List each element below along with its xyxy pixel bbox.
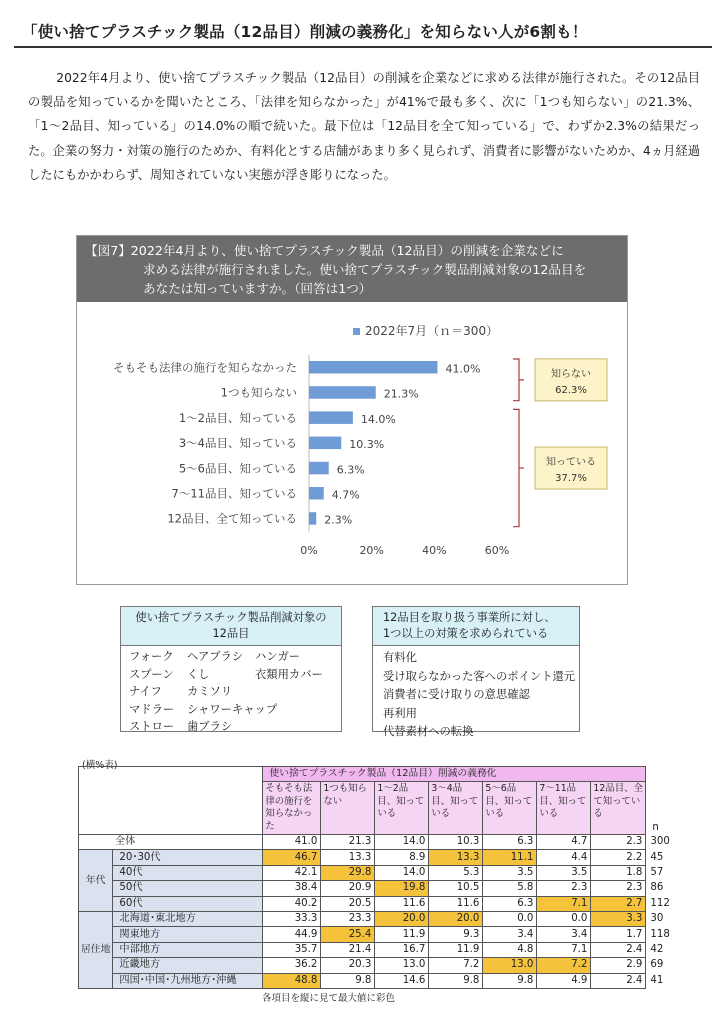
table-cell: 2.3 <box>591 881 646 896</box>
table-cell: 36.2 <box>263 958 321 973</box>
table-n-cell: 112 <box>650 897 670 909</box>
table-cell: 4.8 <box>483 942 537 957</box>
table-row-label: 中部地方 <box>113 942 263 957</box>
table-row-label: 関東地方 <box>113 927 263 942</box>
table-column-header: そもそも法律の施行を知らなかった <box>263 782 321 835</box>
table-group-label: 居住地 <box>79 911 113 988</box>
value-label: 4.7% <box>331 488 360 502</box>
target-item: ナイフ <box>129 685 162 698</box>
figure-title-line2: 求める法律が施行されました。使い捨てプラスチック製品削減対象の12品目を <box>143 262 587 277</box>
table-cell: 29.8 <box>321 865 375 880</box>
table-cell: 20.0 <box>375 911 429 926</box>
target-item: 衣類用カバー <box>255 667 323 681</box>
table-n-header: n <box>652 821 659 833</box>
table-row <box>79 881 676 896</box>
table-cell: 20.5 <box>321 896 375 911</box>
target-item <box>255 701 345 719</box>
table-row-label: 50代 <box>113 881 263 896</box>
table-cell: 11.6 <box>375 896 429 911</box>
table-column-header: 1つも知らない <box>321 782 375 835</box>
measure-item: 代替素材への転換 <box>383 725 474 739</box>
table-cell: 2.3 <box>591 835 646 850</box>
target-item: ストロー <box>129 720 175 733</box>
table-row <box>79 865 676 880</box>
target-item: 歯ブラシ <box>187 720 233 733</box>
table-group-label: 年代 <box>79 850 113 912</box>
table-n-spacer <box>646 767 676 782</box>
value-label: 14.0% <box>360 412 396 426</box>
x-tick-label: 0% <box>300 544 318 557</box>
table-cell: 20.0 <box>429 911 483 926</box>
table-cell: 9.8 <box>483 973 537 988</box>
table-cell: 8.9 <box>375 850 429 865</box>
table-corner <box>79 767 263 835</box>
bar <box>309 512 316 525</box>
figure-title <box>77 236 627 302</box>
table-cell: 5.8 <box>483 881 537 896</box>
table-cell: 11.6 <box>429 896 483 911</box>
table-cell: 2.2 <box>591 850 646 865</box>
table-cell: 9.8 <box>321 973 375 988</box>
target-items-header: 使い捨てプラスチック製品削減対象の 12品目 <box>121 607 341 646</box>
cross-table <box>78 766 676 989</box>
table-row <box>79 927 676 942</box>
target-item: くし <box>187 667 210 681</box>
table-column-header: 7～11品目、知っている <box>537 782 591 835</box>
table-cell: 6.3 <box>483 835 537 850</box>
annotation-bracket <box>513 409 524 526</box>
table-cell: 46.7 <box>263 850 321 865</box>
table-cell: 10.5 <box>429 881 483 896</box>
measures-box <box>372 606 580 739</box>
table-cell: 9.8 <box>429 973 483 988</box>
annotation-bracket <box>513 359 524 401</box>
table-cell: 14.6 <box>375 973 429 988</box>
x-tick-label: 40% <box>422 544 447 557</box>
table-row <box>79 896 676 911</box>
target-item <box>255 683 345 701</box>
table-cell: 10.3 <box>429 835 483 850</box>
target-item: カミソリ <box>187 685 233 698</box>
table-cell: 2.9 <box>591 958 646 973</box>
measure-item: 消費者に受け取りの意思確認 <box>383 688 530 702</box>
target-item: ハンガー <box>255 650 301 663</box>
table-label: (横%表) <box>82 760 118 771</box>
table-n-cell: 30 <box>650 913 664 925</box>
table-cell: 1.8 <box>591 865 646 880</box>
value-label: 21.3% <box>383 387 419 401</box>
x-tick-label: 20% <box>359 544 384 557</box>
table-cell: 3.5 <box>537 865 591 880</box>
legend-swatch <box>353 328 360 335</box>
target-item: ヘアブラシ <box>187 650 244 663</box>
table-cell: 11.9 <box>375 927 429 942</box>
table-cell: 13.0 <box>375 958 429 973</box>
table-n-cell: 45 <box>650 851 664 863</box>
table-cell: 11.1 <box>483 850 537 865</box>
table-cell: 4.7 <box>537 835 591 850</box>
target-item: スプーン <box>129 667 174 681</box>
table-row-label: 40代 <box>113 865 263 880</box>
annotation-label: 知らない <box>551 368 591 380</box>
table-cell: 9.3 <box>429 927 483 942</box>
table-cell: 3.4 <box>537 927 591 942</box>
table-cell: 2.7 <box>591 896 646 911</box>
table-cell: 3.5 <box>483 865 537 880</box>
category-label: 3～4品目、知っている <box>178 436 297 451</box>
bar <box>309 386 376 399</box>
table-cell: 4.9 <box>537 973 591 988</box>
table-cell: 38.4 <box>263 881 321 896</box>
target-item: フォーク <box>129 650 174 663</box>
table-cell: 4.4 <box>537 850 591 865</box>
bar-chart <box>77 302 627 584</box>
target-item: シャワーキャップ <box>187 702 278 716</box>
table-cell: 25.4 <box>321 927 375 942</box>
annotation-value: 37.7% <box>555 473 587 485</box>
table-cell: 14.0 <box>375 835 429 850</box>
table-row-label: 60代 <box>113 896 263 911</box>
table-cell: 21.3 <box>321 835 375 850</box>
figure-box <box>76 235 628 585</box>
table-n-cell: 57 <box>650 866 664 878</box>
table-column-header: 5～6品目、知っている <box>483 782 537 835</box>
bar <box>309 411 353 424</box>
table-cell: 41.0 <box>263 835 321 850</box>
table-row <box>79 911 676 926</box>
table-cell: 0.0 <box>483 911 537 926</box>
category-label: 12品目、全て知っている <box>167 511 297 526</box>
table-cell: 0.0 <box>537 911 591 926</box>
table-cell: 14.0 <box>375 865 429 880</box>
table-row <box>79 942 676 957</box>
annotation-value: 62.3% <box>555 384 587 396</box>
table-cell: 16.7 <box>375 942 429 957</box>
table-n-cell: 300 <box>650 836 670 848</box>
bar <box>309 487 324 500</box>
annotation-label: 知っている <box>546 457 596 469</box>
table-cell: 7.2 <box>429 958 483 973</box>
table-banner: 使い捨てプラスチック製品（12品目）削減の義務化 <box>263 767 646 782</box>
category-label: 1つも知らない <box>220 385 297 400</box>
table-cell: 7.1 <box>537 942 591 957</box>
measure-item: 有料化 <box>383 651 417 664</box>
x-tick-label: 60% <box>484 544 510 557</box>
table-cell: 11.9 <box>429 942 483 957</box>
table-n-cell: 42 <box>650 943 664 955</box>
table-n-cell: 86 <box>650 882 664 894</box>
table-cell: 35.7 <box>263 942 321 957</box>
bar <box>309 462 329 475</box>
table-cell: 2.3 <box>537 881 591 896</box>
table-cell: 23.3 <box>321 911 375 926</box>
table-row <box>79 835 676 850</box>
table-cell: 20.9 <box>321 881 375 896</box>
table-cell: 2.4 <box>591 973 646 988</box>
table-cell: 7.2 <box>537 958 591 973</box>
table-row <box>79 973 676 988</box>
table-cell: 19.8 <box>375 881 429 896</box>
table-cell: 3.3 <box>591 911 646 926</box>
table-row-label: 四国･中国･九州地方･沖縄 <box>113 973 263 988</box>
figure-title-line3: あなたは知っていますか。（回答は1つ） <box>143 281 372 296</box>
table-column-header: 1～2品目、知っている <box>375 782 429 835</box>
table-cell: 5.3 <box>429 865 483 880</box>
value-label: 2.3% <box>324 513 353 527</box>
figure-title-line1: 【図7】2022年4月より、使い捨てプラスチック製品（12品目）の削減を企業などに <box>85 243 564 258</box>
table-cell: 42.1 <box>263 865 321 880</box>
category-label: そもそも法律の施行を知らなかった <box>113 360 297 375</box>
table-cell: 48.8 <box>263 973 321 988</box>
table-cell: 13.0 <box>483 958 537 973</box>
measure-item: 受け取らなかった客へのポイント還元 <box>383 669 576 683</box>
bar <box>309 361 437 374</box>
table-row-label: 20･30代 <box>113 850 263 865</box>
table-n-cell: 41 <box>650 974 664 986</box>
table-row <box>79 958 676 973</box>
table-row-label: 全体 <box>79 835 263 850</box>
category-label: 7～11品目、知っている <box>171 486 297 501</box>
measure-item: 再利用 <box>383 706 417 720</box>
table-column-header: 12品目、全て知っている <box>591 782 646 835</box>
table-n-cell: 118 <box>650 928 670 940</box>
table-row-label: 近畿地方 <box>113 958 263 973</box>
table-banner-row <box>79 767 676 782</box>
table-column-header: 3～4品目、知っている <box>429 782 483 835</box>
table-cell: 44.9 <box>263 927 321 942</box>
legend-label: 2022年7月（ｎ＝300） <box>365 324 499 338</box>
table-cell: 21.4 <box>321 942 375 957</box>
value-label: 10.3% <box>349 438 385 452</box>
table-row-label: 北海道･東北地方 <box>113 911 263 926</box>
value-label: 6.3% <box>336 463 365 477</box>
table-note: 各項目を縦に見て最大値に彩色 <box>262 993 396 1004</box>
table-cell: 2.4 <box>591 942 646 957</box>
table-row <box>79 850 676 865</box>
category-label: 5～6品目、知っている <box>178 461 297 476</box>
body-paragraph: 2022年4月より、使い捨てプラスチック製品（12品目）の削減を企業などに求める法律が施行された。その12品目の製品を知っているかを聞いたところ、「法律を知らなかった」が41%で最も多く、次に「1つも知らない」の21.3%、「1～2品目、知っている」の14.0%の順で続いた。最下位は「12品目を全て知っている」で、わずか2.3%の結果だった。企業の努力・対策の施行のためか、有料化とする店舗があまり多く見られず、消費者に影響がないためか、4ヵ月経過したにもかかわらず、周知されていない実態が浮き彫りになった。 <box>28 71 700 182</box>
measures-header: 12品目を取り扱う事業所に対し、 1つ以上の対策を求められている <box>373 607 579 646</box>
value-label: 41.0% <box>445 362 481 376</box>
table-n-cell: 69 <box>650 959 664 971</box>
table-cell: 3.4 <box>483 927 537 942</box>
table-cell: 20.3 <box>321 958 375 973</box>
target-item <box>255 718 345 736</box>
table-cell: 1.7 <box>591 927 646 942</box>
measures-list <box>373 646 579 742</box>
table-cell: 7.1 <box>537 896 591 911</box>
target-item: マドラー <box>129 702 175 716</box>
headline: 「使い捨てプラスチック製品（12品目）削減の義務化」を知らない人が6割も！ <box>22 23 588 41</box>
table-cell: 13.3 <box>321 850 375 865</box>
target-items-box <box>120 606 342 732</box>
table-cell: 33.3 <box>263 911 321 926</box>
table-cell: 13.3 <box>429 850 483 865</box>
table-cell: 40.2 <box>263 896 321 911</box>
category-label: 1～2品目、知っている <box>178 410 297 425</box>
target-items-list <box>121 646 341 736</box>
bar <box>309 437 341 450</box>
headline-divider <box>14 46 712 48</box>
table-cell: 6.3 <box>483 896 537 911</box>
